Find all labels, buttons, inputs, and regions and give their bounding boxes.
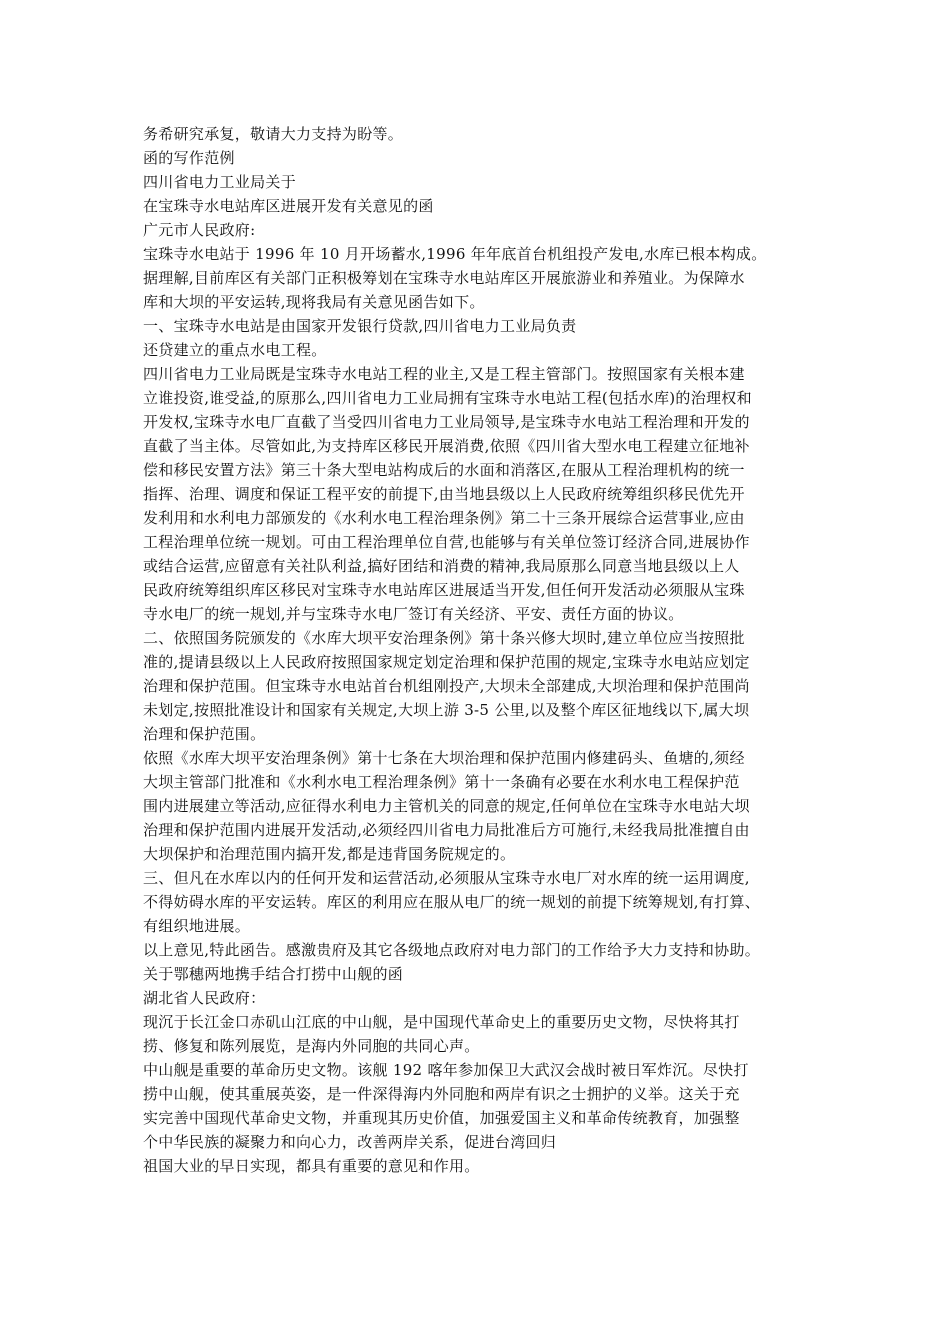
text-line: 开发权,宝珠寺水电厂直截了当受四川省电力工业局领导,是宝珠寺水电站工程治理和开发的 bbox=[143, 413, 750, 431]
text-line: 个中华民族的凝聚力和向心力，改善两岸关系，促进台湾回归 bbox=[143, 1133, 557, 1151]
letter-title-line-1: 四川省电力工业局关于 bbox=[143, 173, 297, 191]
text-line: 务希研究承复，敬请大力支持为盼等。 bbox=[143, 125, 404, 143]
text-line: 三、但凡在水库以内的任何开发和运营活动,必须服从宝珠寺水电厂对水库的统一运用调度, bbox=[143, 869, 750, 887]
text-line: 现沉于长江金口赤矶山江底的中山舰，是中国现代革命史上的重要历史文物，尽快将其打 bbox=[143, 1013, 740, 1031]
letter-title-line-2: 在宝珠寺水电站库区进展开发有关意见的函 bbox=[143, 197, 434, 215]
section-heading: 函的写作范例 bbox=[143, 149, 235, 167]
text-line: 二、依照国务院颁发的《水库大坝平安治理条例》第十条兴修大坝时,建立单位应当按照批 bbox=[143, 629, 745, 647]
text-line: 实完善中国现代革命史文物，并重现其历史价值，加强爱国主义和革命传统教育，加强整 bbox=[143, 1109, 740, 1127]
document-body bbox=[143, 122, 823, 1178]
text-line: 围内进展建立等活动,应征得水利电力主管机关的同意的规定,任何单位在宝珠寺水电站大坝 bbox=[143, 797, 750, 815]
text-line: 还贷建立的重点水电工程。 bbox=[143, 341, 327, 359]
text-line: 准的,提请县级以上人民政府按照国家规定划定治理和保护范围的规定,宝珠寺水电站应划定 bbox=[143, 653, 750, 671]
text-line: 一、宝珠寺水电站是由国家开发银行贷款,四川省电力工业局负责 bbox=[143, 317, 577, 335]
text-line: 寺水电厂的统一规划,并与宝珠寺水电厂签订有关经济、平安、责任方面的协议。 bbox=[143, 605, 684, 623]
text-line: 据理解,目前库区有关部门正积极筹划在宝珠寺水电站库区开展旅游业和养殖业。为保障水 bbox=[143, 269, 745, 287]
text-line: 捞、修复和陈列展览，是海内外同胞的共同心声。 bbox=[143, 1037, 480, 1055]
text-line: 依照《水库大坝平安治理条例》第十七条在大坝治理和保护范围内修建码头、鱼塘的,须经 bbox=[143, 749, 745, 767]
text-line: 工程治理单位统一规划。可由工程治理单位自营,也能够与有关单位签订经济合同,进展协作 bbox=[143, 533, 750, 551]
text-line: 未划定,按照批准设计和国家有关规定,大坝上游 3-5 公里,以及整个库区征地线以下,属大坝 bbox=[143, 701, 750, 719]
text-line: 不得妨碍水库的平安运转。库区的利用应在服从电厂的统一规划的前提下统筹规划,有打算、 bbox=[143, 893, 761, 911]
text-line: 偿和移民安置方法》第三十条大型电站构成后的水面和消落区,在服从工程治理机构的统一 bbox=[143, 461, 745, 479]
text-line: 治理和保护范围。但宝珠寺水电站首台机组刚投产,大坝未全部建成,大坝治理和保护范围尚 bbox=[143, 677, 750, 695]
text-line: 捞中山舰，使其重展英姿，是一件深得海内外同胞和两岸有识之士拥护的义举。这关于充 bbox=[143, 1085, 740, 1103]
text-line: 以上意见,特此函告。感激贵府及其它各级地点政府对电力部门的工作给予大力支持和协助。 bbox=[143, 941, 761, 959]
text-line: 民政府统筹组织库区移民对宝珠寺水电站库区进展适当开发,但任何开发活动必须服从宝珠 bbox=[143, 581, 745, 599]
text-line: 或结合运营,应留意有关社队利益,搞好团结和消费的精神,我局原那么同意当地县级以上人 bbox=[143, 557, 740, 575]
text-line: 治理和保护范围。 bbox=[143, 725, 266, 743]
text-line: 库和大坝的平安运转,现将我局有关意见函告如下。 bbox=[143, 293, 485, 311]
text-line: 立谁投资,谁受益,的原那么,四川省电力工业局拥有宝珠寺水电站工程(包括水库)的治理权和 bbox=[143, 389, 752, 407]
text-line: 发利用和水利电力部颁发的《水利水电工程治理条例》第二十三条开展综合运营事业,应由 bbox=[143, 509, 745, 527]
letter-salutation: 湖北省人民政府： bbox=[143, 989, 266, 1007]
text-line: 有组织地进展。 bbox=[143, 917, 251, 935]
letter-salutation: 广元市人民政府: bbox=[143, 221, 256, 239]
letter-title: 关于鄂穗两地携手结合打捞中山舰的函 bbox=[143, 965, 404, 983]
text-line: 四川省电力工业局既是宝珠寺水电站工程的业主,又是工程主管部门。按照国家有关根本建 bbox=[143, 365, 745, 383]
text-line: 治理和保护范围内进展开发活动,必须经四川省电力局批准后方可施行,未经我局批准擅自由 bbox=[143, 821, 750, 839]
text-line: 直截了当主体。尽管如此,为支持库区移民开展消费,依照《四川省大型水电工程建立征地补 bbox=[143, 437, 750, 455]
text-line: 大坝主管部门批准和《水利水电工程治理条例》第十一条确有必要在水利水电工程保护范 bbox=[143, 773, 740, 791]
text-line: 中山舰是重要的革命历史文物。该舰 192 喀年参加保卫大武汉会战时被日军炸沉。尽快打 bbox=[143, 1061, 749, 1079]
text-line: 宝珠寺水电站于 1996 年 10 月开场蓄水,1996 年年底首台机组投产发电,水库已根本构成。 bbox=[143, 245, 767, 263]
text-line: 祖国大业的早日实现，都具有重要的意见和作用。 bbox=[143, 1157, 480, 1175]
text-line: 指挥、治理、调度和保证工程平安的前提下,由当地县级以上人民政府统筹组织移民优先开 bbox=[143, 485, 745, 503]
text-line: 大坝保护和治理范围内搞开发,都是违背国务院规定的。 bbox=[143, 845, 516, 863]
